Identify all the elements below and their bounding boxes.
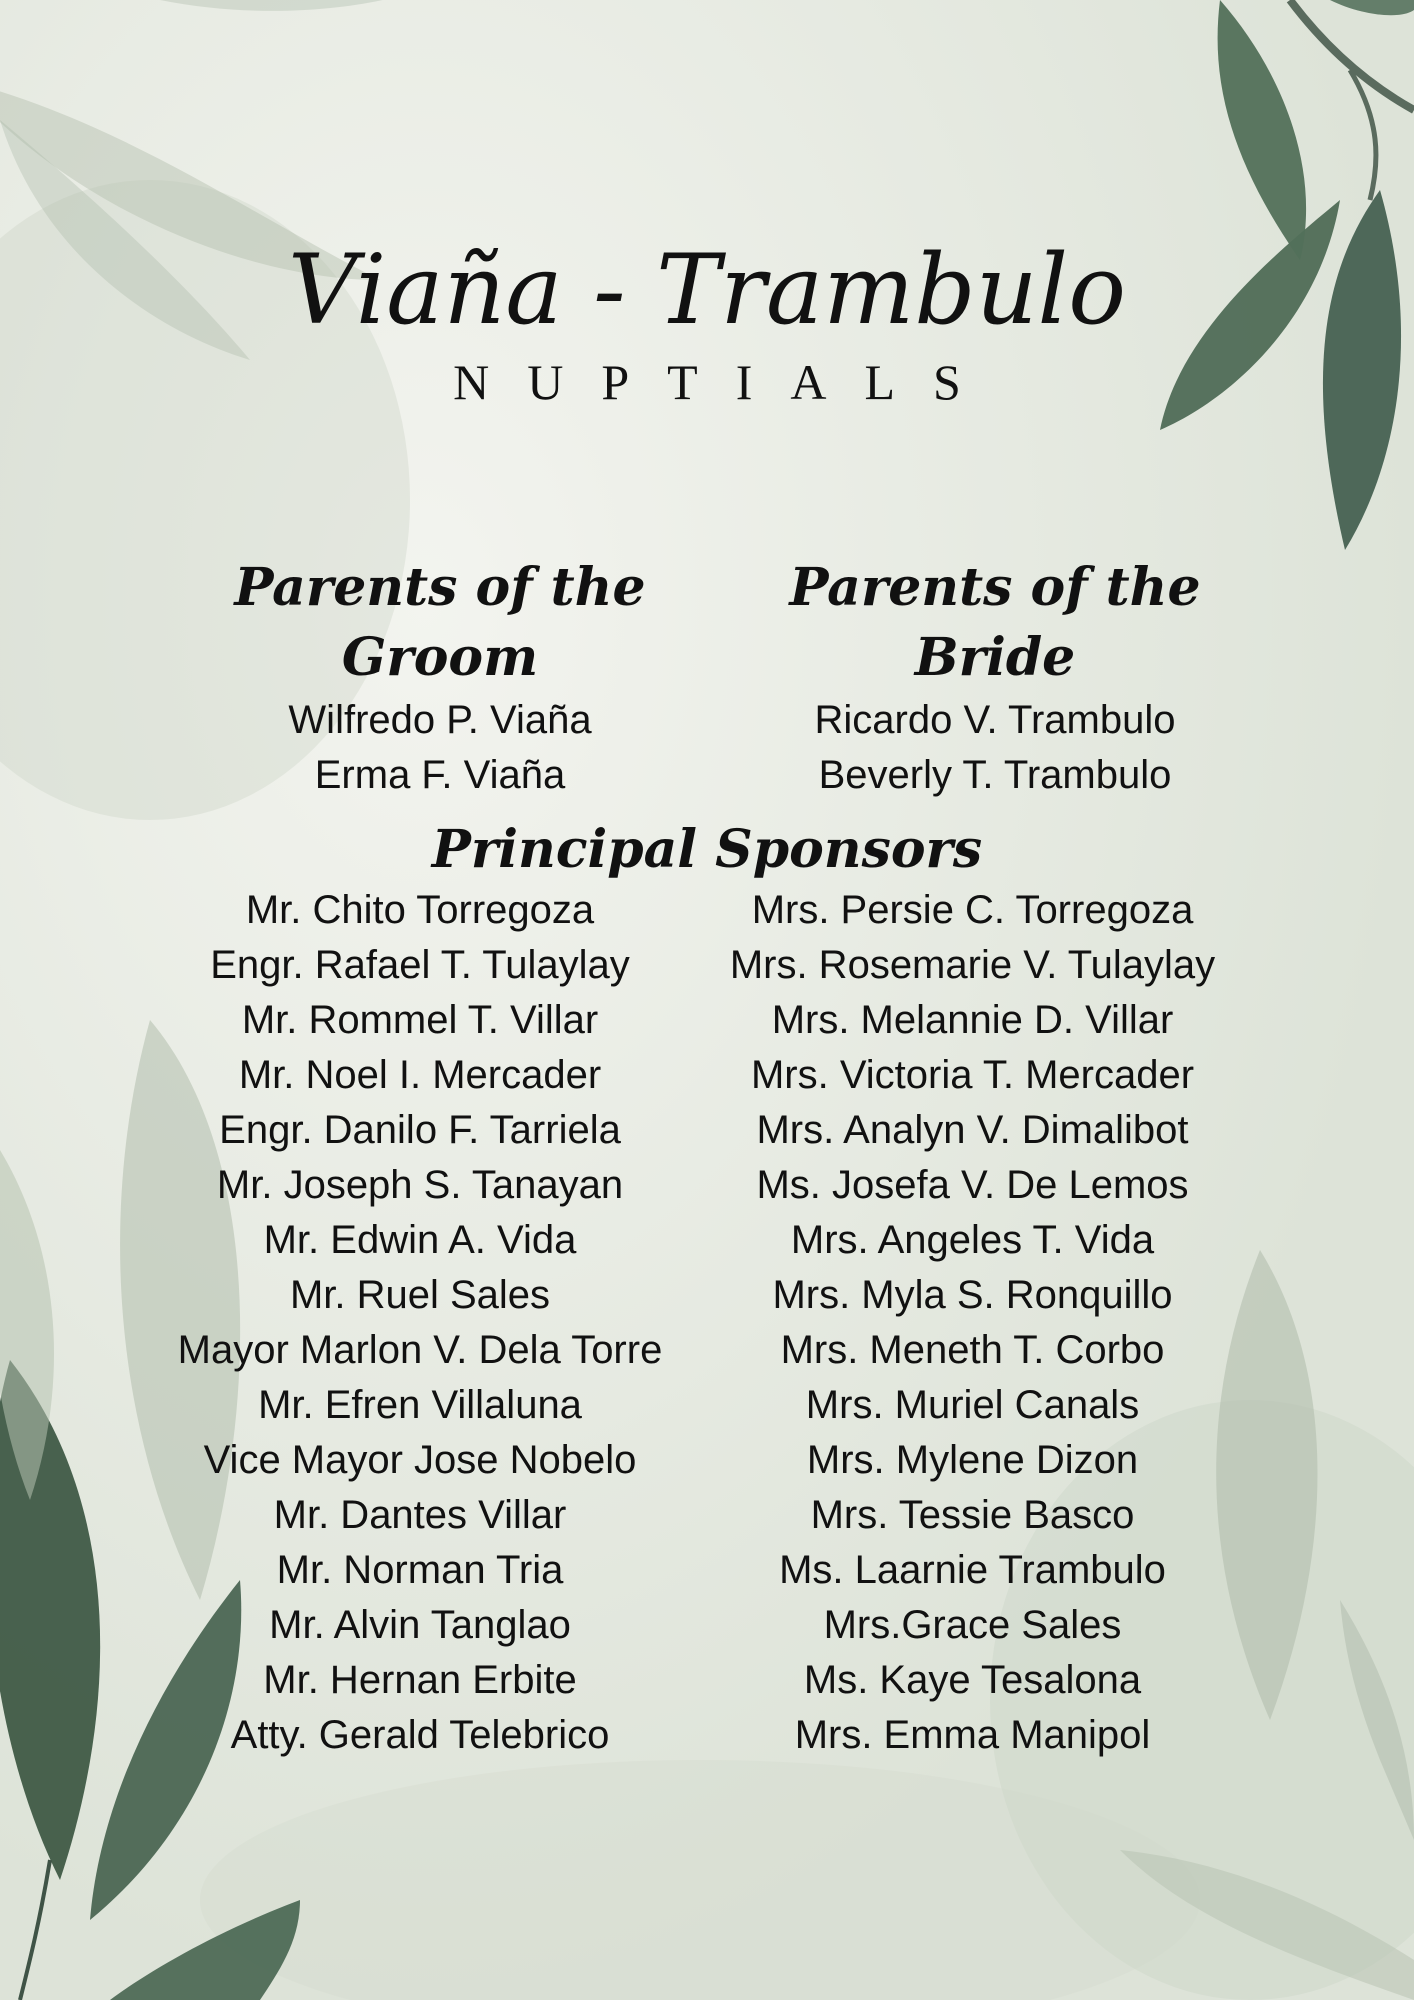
sponsor-name: Atty. Gerald Telebrico <box>230 1713 610 1757</box>
sponsor-name: Mayor Marlon V. Dela Torre <box>177 1328 663 1372</box>
sponsor-name: Mrs. Persie C. Torregoza <box>751 888 1194 932</box>
sponsor-name: Mr. Dantes Villar <box>273 1493 567 1537</box>
sponsor-name: Mrs. Myla S. Ronquillo <box>772 1273 1173 1317</box>
sponsor-name: Mr. Edwin A. Vida <box>263 1218 577 1262</box>
sponsor-name: Mrs. Analyn V. Dimalibot <box>756 1108 1189 1152</box>
sponsor-name: Mr. Rommel T. Villar <box>241 998 599 1042</box>
bride-parent-name: Ricardo V. Trambulo <box>814 698 1176 742</box>
sponsors-right-column <box>690 883 1255 1763</box>
sponsor-name: Mrs. Mylene Dizon <box>806 1438 1139 1482</box>
nuptials-subtitle: NUPTIALS <box>453 354 999 410</box>
sponsor-name: Mr. Alvin Tanglao <box>269 1603 571 1647</box>
sponsor-name: Mr. Noel I. Mercader <box>238 1053 602 1097</box>
sponsor-name: Mrs. Victoria T. Mercader <box>750 1053 1195 1097</box>
sponsor-name: Mrs.Grace Sales <box>823 1603 1122 1647</box>
bride-parent-name: Beverly T. Trambulo <box>818 753 1172 797</box>
sponsor-name: Mrs. Angeles T. Vida <box>790 1218 1155 1262</box>
parents-of-bride-heading: Parents of the Bride <box>789 557 1201 688</box>
sponsor-name: Mrs. Meneth T. Corbo <box>780 1328 1165 1372</box>
parents-of-groom-heading: Parents of the Groom <box>234 557 646 688</box>
groom-parent-name: Wilfredo P. Viaña <box>288 698 592 742</box>
sponsor-name: Vice Mayor Jose Nobelo <box>203 1438 637 1482</box>
sponsor-name: Mrs. Muriel Canals <box>805 1383 1140 1427</box>
sponsor-name: Engr. Rafael T. Tulaylay <box>210 943 630 987</box>
parents-of-groom-section <box>190 553 690 803</box>
sponsor-name: Ms. Kaye Tesalona <box>803 1658 1142 1702</box>
sponsor-name: Engr. Danilo F. Tarriela <box>219 1108 621 1152</box>
sponsors-left-column <box>120 883 720 1763</box>
sponsor-name: Mrs. Melannie D. Villar <box>771 998 1174 1042</box>
parents-of-bride-section <box>745 553 1245 803</box>
sponsor-name: Mrs. Rosemarie V. Tulaylay <box>729 943 1216 987</box>
sponsor-name: Ms. Laarnie Trambulo <box>779 1548 1166 1592</box>
sponsor-name: Ms. Josefa V. De Lemos <box>756 1163 1189 1207</box>
sponsor-name: Mr. Joseph S. Tanayan <box>216 1163 624 1207</box>
sponsor-name: Mr. Ruel Sales <box>289 1273 551 1317</box>
sponsor-name: Mrs. Tessie Basco <box>810 1493 1135 1537</box>
sponsor-name: Mr. Efren Villaluna <box>258 1383 582 1427</box>
couple-title: Viaña - Trambulo <box>287 234 1127 346</box>
groom-parent-name: Erma F. Viaña <box>314 753 566 797</box>
sponsor-name: Mr. Chito Torregoza <box>245 888 595 932</box>
sponsor-name: Mr. Norman Tria <box>276 1548 564 1592</box>
principal-sponsors-heading: Principal Sponsors <box>431 819 983 880</box>
sponsor-name: Mrs. Emma Manipol <box>794 1713 1151 1757</box>
sponsor-name: Mr. Hernan Erbite <box>263 1658 577 1702</box>
